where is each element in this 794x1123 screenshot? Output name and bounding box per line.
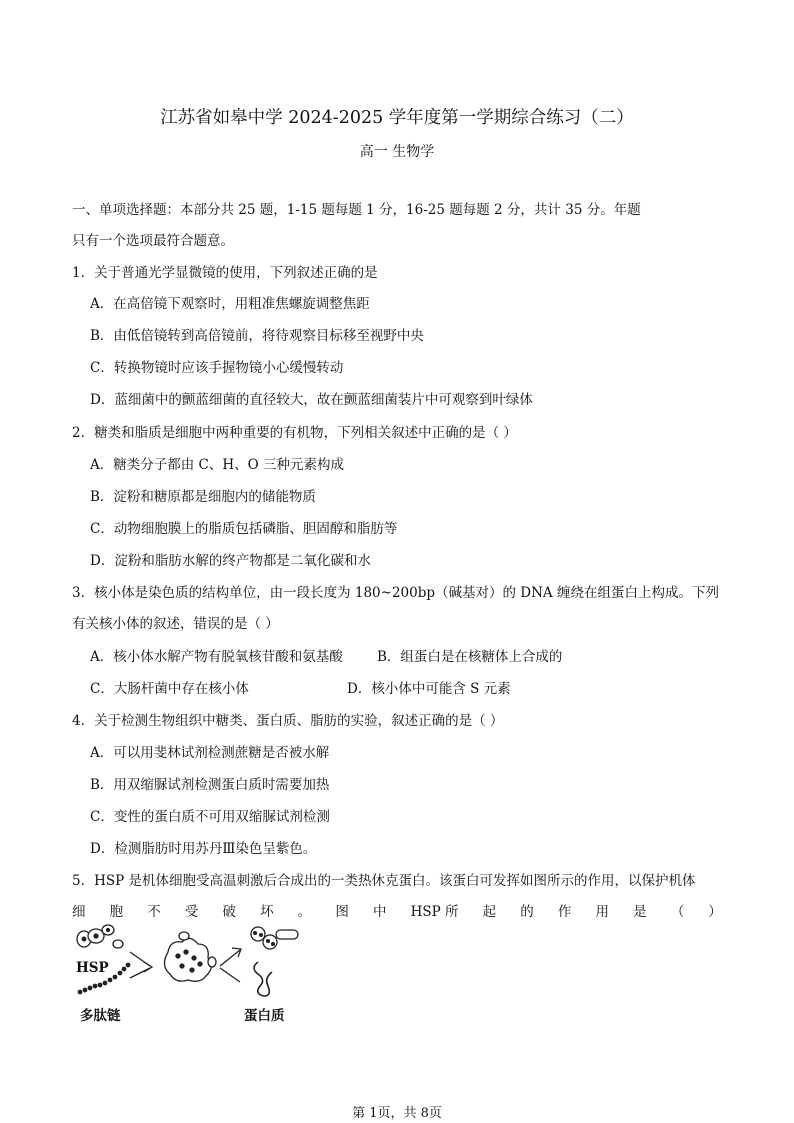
page-title: 江苏省如皋中学 2024-2025 学年度第一学期综合练习（二） [160, 108, 634, 128]
question-1-option-c: C．转换物镜时应该手握物镜小心缓慢转动 [90, 360, 344, 376]
q5-char: 中 [373, 904, 387, 920]
question-4-option-b: B．用双缩脲试剂检测蛋白质时需要加热 [90, 777, 330, 793]
q5-char: 的 [520, 904, 534, 920]
question-4-option-d: D．检测脂肪时用苏丹Ⅲ染色呈紫色。 [90, 841, 317, 857]
q5-char: ） [708, 904, 722, 920]
q5-char: 作 [557, 904, 572, 920]
question-3-stem-line-2: 有关核小体的叙述，错误的是（ ） [72, 616, 279, 632]
question-3-option-b: B．组蛋白是在核糖体上合成的 [377, 649, 563, 665]
question-1-stem: 1．关于普通光学显微镜的使用，下列叙述正确的是 [72, 265, 378, 281]
q5-char: HSP 所 [410, 904, 459, 920]
hsp-molecule-icon [77, 925, 123, 948]
section-intro-line-2: 只有一个选项最符合题意。 [72, 233, 234, 249]
question-4-stem: 4．关于检测生物组织中糖类、蛋白质、脂肪的实验，叙述正确的是（ ） [72, 713, 504, 729]
q5-char: 受 [184, 904, 199, 920]
q5-char: 图 [335, 904, 349, 920]
q5-char: 胞 [109, 904, 124, 920]
question-2-option-a: A．糖类分子都由 C、H、O 三种元素构成 [90, 457, 345, 473]
question-3-stem-line-1: 3．核小体是染色质的结构单位，由一段长度为 180~200bp（碱基对）的 DNA 缠绕在组蛋白上构成。下列 [72, 585, 719, 601]
q5-char: 破 [222, 904, 236, 920]
released-hsp-icon [251, 927, 298, 949]
figure-label-polypeptide: 多肽链 [80, 1008, 121, 1024]
question-3-option-a: A．核小体水解产物有脱氧核苷酸和氨基酸 [90, 649, 343, 665]
q5-char: 不 [147, 904, 161, 920]
q5-char: 起 [482, 904, 497, 920]
hsp-figure [72, 922, 312, 1022]
split-arrow-icon [220, 948, 241, 982]
question-3-option-c: C．大肠杆菌中存在核小体 [90, 681, 249, 697]
question-3-option-d: D．核小体中可能含 S 元素 [347, 681, 511, 697]
q5-char: 坏 [260, 904, 274, 920]
q5-char: 是 [633, 904, 647, 920]
question-2-option-c: C．动物细胞膜上的脂质包括磷脂、胆固醇和脂肪等 [90, 521, 398, 537]
page-subtitle: 高一 生物学 [359, 144, 435, 160]
q5-char: 。 [297, 904, 312, 920]
hsp-complex-icon [164, 932, 216, 981]
question-1-option-a: A．在高倍镜下观察时，用粗准焦螺旋调整焦距 [90, 296, 370, 312]
folded-protein-icon [254, 962, 272, 996]
question-1-option-b: B．由低倍镜转到高倍镜前，将待观察目标移至视野中央 [90, 328, 424, 344]
figure-label-protein: 蛋白质 [244, 1008, 285, 1024]
section-intro-line-1: 一、单项选择题：本部分共 25 题，1-15 题每题 1 分，16-25 题每题 2 分，共计 35 分。年题 [72, 202, 641, 218]
figure-label-hsp: HSP [76, 960, 109, 976]
question-2-option-d: D．淀粉和脂肪水解的终产物都是二氧化碳和水 [90, 553, 371, 569]
question-4-option-a: A．可以用斐林试剂检测蔗糖是否被水解 [90, 745, 330, 761]
page-footer: 第 1页，共 8页 [352, 1106, 442, 1121]
question-5-stem-line-2 [72, 900, 722, 920]
question-2-stem: 2．糖类和脂质是细胞中两种重要的有机物，下列相关叙述中正确的是（ ） [72, 425, 517, 441]
q5-char: （ [670, 904, 685, 920]
q5-char: 细 [72, 904, 86, 920]
question-5-stem-line-1: 5．HSP 是机体细胞受高温刺激后合成出的一类热休克蛋白。该蛋白可发挥如图所示的作用，以保护机体 [72, 873, 696, 889]
question-1-option-d: D．蓝细菌中的颤蓝细菌的直径较大，故在颤蓝细菌装片中可观察到叶绿体 [90, 392, 533, 408]
question-4-option-c: C．变性的蛋白质不可用双缩脲试剂检测 [90, 809, 330, 825]
merge-arrow-icon [130, 952, 152, 978]
question-2-option-b: B．淀粉和糖原都是细胞内的储能物质 [90, 489, 316, 505]
q5-char: 用 [595, 904, 610, 920]
